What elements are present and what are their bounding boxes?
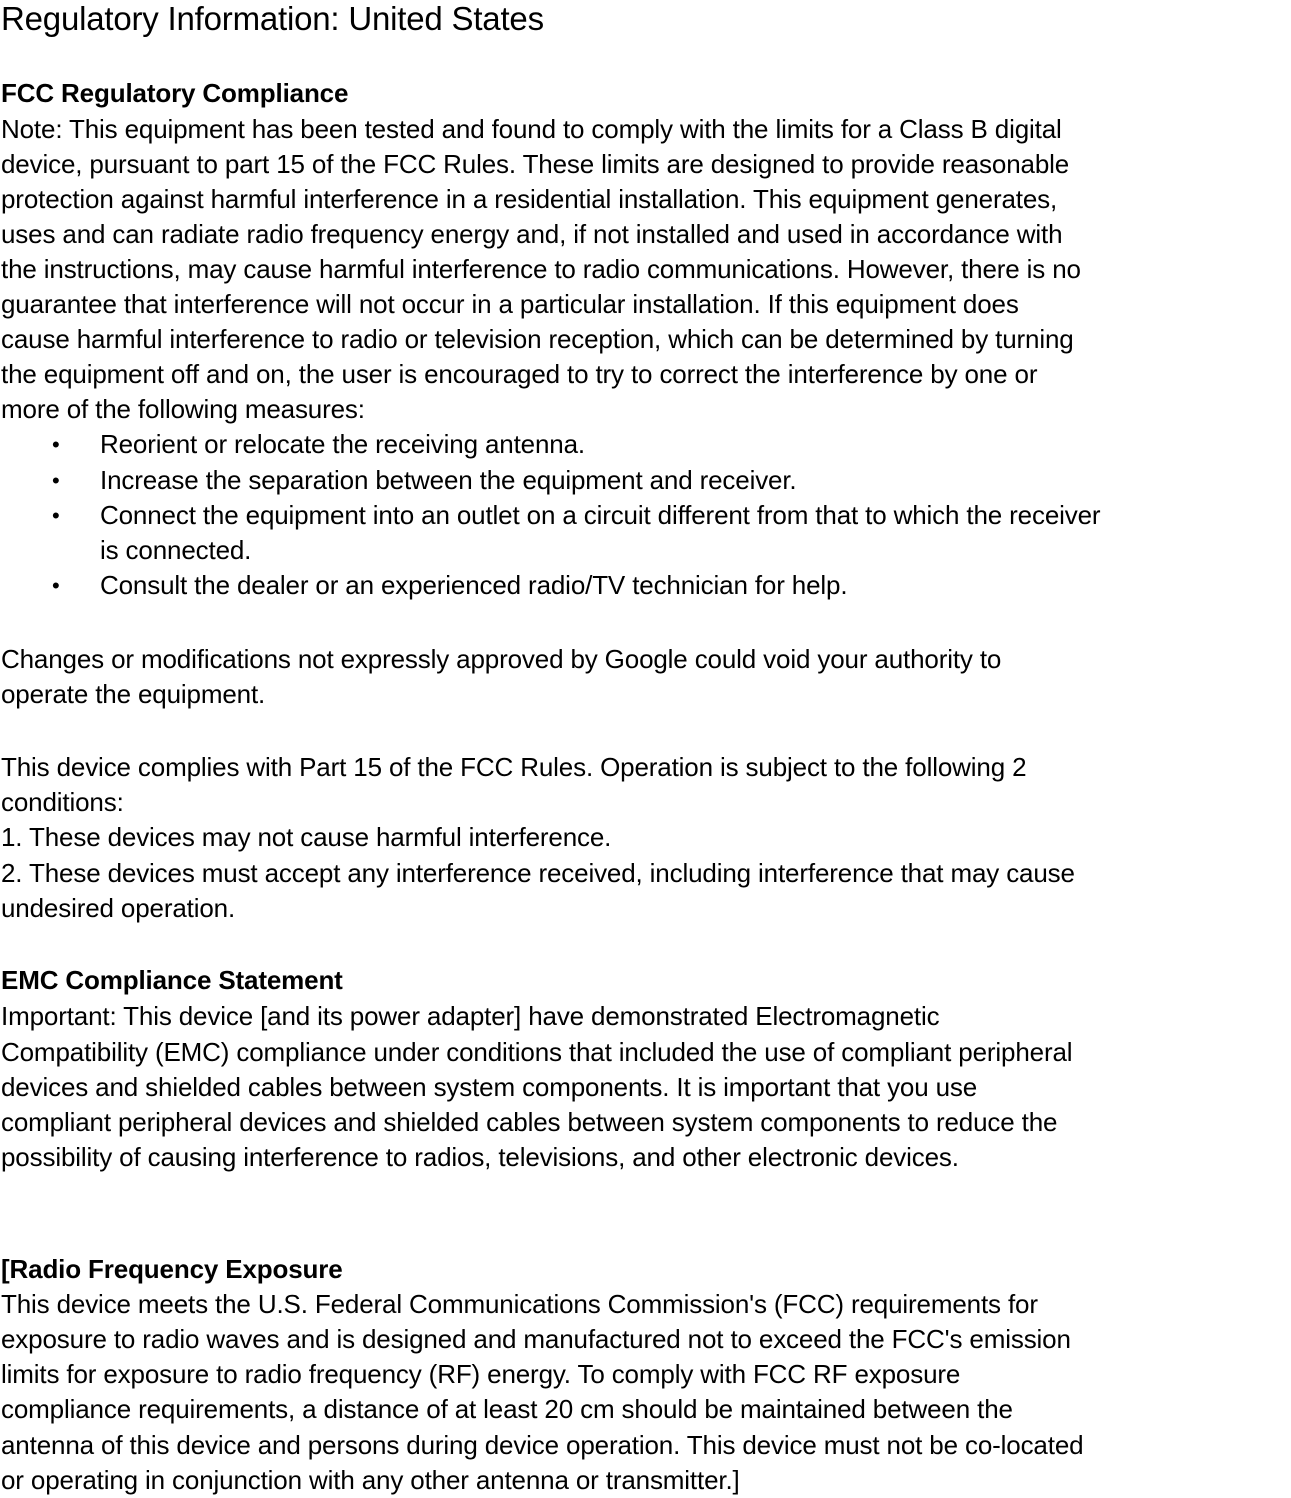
rf-line: This device meets the U.S. Federal Communications Commission's (FCC) requirements for (1, 1289, 1038, 1319)
fcc-note-line: the instructions, may cause harmful interference to radio communications. However, there is no (1, 254, 1081, 284)
rf-line: antenna of this device and persons during device operation. This device must not be co-located (1, 1430, 1084, 1460)
part15-line: undesired operation. (1, 893, 236, 923)
fcc-note-line: Note: This equipment has been tested and found to comply with the limits for a Class B digital (1, 114, 1062, 144)
emc-line: possibility of causing interference to radios, televisions, and other electronic devices. (1, 1142, 959, 1172)
rf-line: limits for exposure to radio frequency (RF) energy. To comply with FCC RF exposure (1, 1359, 961, 1389)
part15-line: This device complies with Part 15 of the FCC Rules. Operation is subject to the following 2 (1, 752, 1027, 782)
part15-line: conditions: (1, 787, 124, 817)
rf-line: or operating in conjunction with any other antenna or transmitter.] (1, 1465, 740, 1495)
fcc-note-line: device, pursuant to part 15 of the FCC Rules. These limits are designed to provide reasonable (1, 149, 1070, 179)
rf-line: compliance requirements, a distance of at least 20 cm should be maintained between the (1, 1394, 1013, 1424)
fcc-note-line: guarantee that interference will not occur in a particular installation. If this equipment does (1, 289, 1019, 319)
list-item: Increase the separation between the equipment and receiver. (100, 465, 797, 495)
bullet-icon: • (52, 468, 60, 493)
emc-line: Important: This device [and its power adapter] have demonstrated Electromagnetic (1, 1001, 940, 1031)
emc-line: compliant peripheral devices and shielded cables between system components to reduce the (1, 1107, 1058, 1137)
emc-heading: EMC Compliance Statement (1, 965, 343, 995)
changes-line: operate the equipment. (1, 679, 266, 709)
fcc-note-line: uses and can radiate radio frequency energy and, if not installed and used in accordance with (1, 219, 1063, 249)
bullet-icon: • (52, 503, 60, 528)
rf-heading: [Radio Frequency Exposure (1, 1254, 343, 1284)
part15-line: 1. These devices may not cause harmful interference. (1, 822, 612, 852)
fcc-note-line: the equipment off and on, the user is encouraged to try to correct the interference by one or (1, 359, 1038, 389)
fcc-note-line: cause harmful interference to radio or television reception, which can be determined by turning (1, 324, 1074, 354)
page-title: Regulatory Information: United States (1, 0, 544, 37)
emc-line: Compatibility (EMC) compliance under conditions that included the use of compliant peripheral (1, 1037, 1073, 1067)
part15-line: 2. These devices must accept any interference received, including interference that may cause (1, 858, 1075, 888)
fcc-note-line: more of the following measures: (1, 394, 365, 424)
changes-line: Changes or modifications not expressly approved by Google could void your authority to (1, 644, 1002, 674)
emc-line: devices and shielded cables between system components. It is important that you use (1, 1072, 978, 1102)
bullet-icon: • (52, 432, 60, 457)
list-item: Consult the dealer or an experienced radio/TV technician for help. (100, 570, 848, 600)
list-item-continuation: is connected. (100, 535, 252, 565)
rf-line: exposure to radio waves and is designed and manufactured not to exceed the FCC's emission (1, 1324, 1071, 1354)
bullet-icon: • (52, 573, 60, 598)
list-item: Connect the equipment into an outlet on a circuit different from that to which the receiver (100, 500, 1101, 530)
list-item: Reorient or relocate the receiving antenna. (100, 429, 585, 459)
fcc-heading: FCC Regulatory Compliance (1, 78, 349, 108)
fcc-note-line: protection against harmful interference in a residential installation. This equipment generates, (1, 184, 1058, 214)
